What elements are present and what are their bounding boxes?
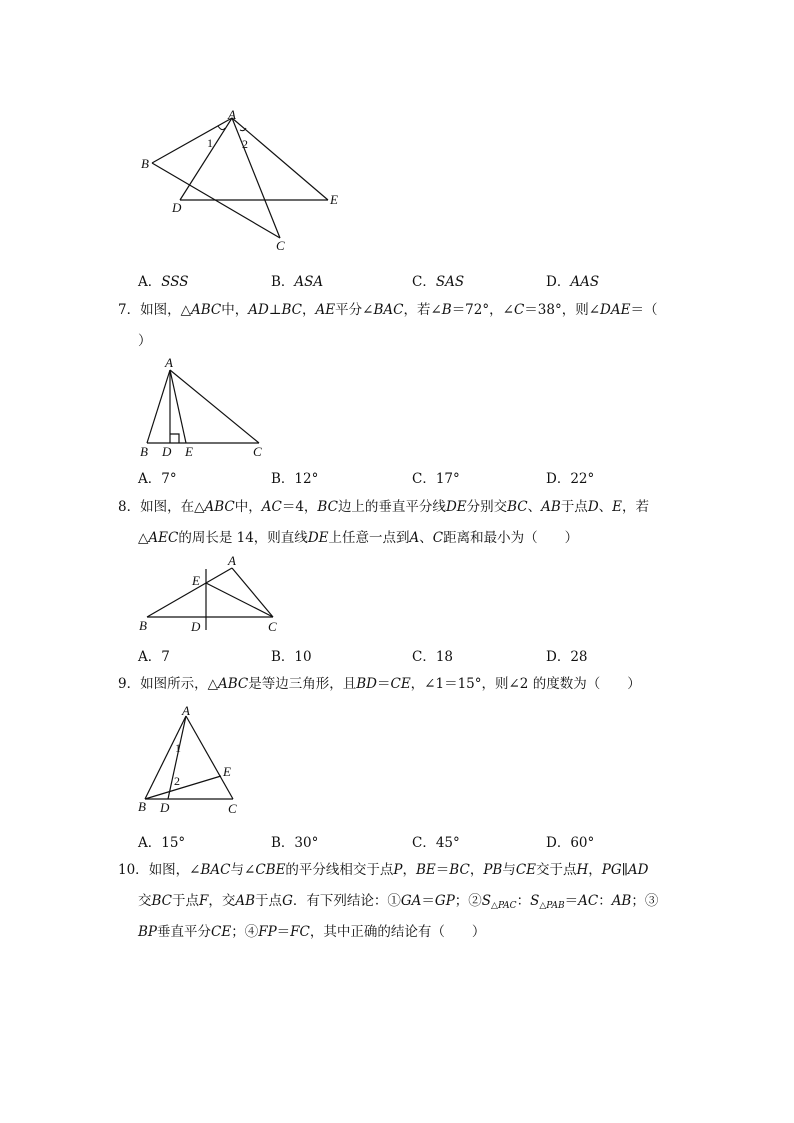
figure-q8-svg — [138, 553, 288, 638]
label-B: B — [140, 444, 148, 459]
figure-q8 — [138, 553, 288, 638]
figure-q9 — [136, 704, 246, 819]
figure-q6-svg — [138, 108, 358, 258]
label-E: E — [192, 573, 200, 588]
figure-q9-svg — [136, 704, 246, 819]
q10-line-2: 交BC于点F，交AB于点G．有下列结论：①GA＝GP；$②S_{\triangle PAC}$：$S_{\triangle PAB}=AC$：AB；③ — [138, 893, 659, 911]
q7-option-c[interactable]: C．17° — [412, 471, 460, 487]
q8-option-b[interactable]: B．10 — [271, 649, 312, 665]
label-A: A — [228, 107, 236, 122]
angle-label-1: 1 — [175, 741, 181, 755]
q9-line-1: 9．如图所示，△ABC是等边三角形，且BD＝CE，∠1＝15°，则∠2 的度数为（ ） — [118, 676, 641, 692]
label-E: E — [185, 444, 193, 459]
q9-options — [138, 831, 658, 851]
right-angle-mark — [170, 434, 179, 443]
segment-EC — [206, 583, 273, 617]
label-B: B — [138, 799, 146, 814]
segment-BE — [145, 776, 221, 799]
q8-option-a[interactable]: A．7 — [138, 649, 170, 665]
q10-line-1: 10．如图，∠BAC与∠CBE的平分线相交于点P，BE＝BC，PB与CE交于点H，PG∥AD — [118, 862, 649, 878]
label-D: D — [160, 800, 170, 815]
figure-q7-svg — [138, 356, 278, 461]
label-A: A — [165, 355, 173, 370]
label-E: E — [330, 192, 338, 207]
q6-option-c[interactable]: C．SAS — [412, 274, 465, 290]
label-C: C — [276, 238, 285, 253]
q7-option-a[interactable]: A．7° — [138, 471, 177, 487]
label-D: D — [172, 200, 182, 215]
segment-AC — [232, 118, 280, 238]
angle-label-2: 2 — [242, 137, 248, 151]
q9-option-a[interactable]: A．15° — [138, 835, 186, 851]
q6-option-d[interactable]: D．AAS — [546, 274, 600, 290]
q7-line-2: ） — [138, 333, 152, 349]
segment-AB — [147, 370, 170, 443]
q9-option-d[interactable]: D．60° — [546, 835, 595, 851]
angle-mark-2 — [240, 128, 246, 131]
label-A: A — [182, 703, 190, 718]
label-A: A — [228, 553, 236, 568]
angle-mark-1 — [218, 126, 225, 130]
q8-line-2: △AEC的周长是 14，则直线DE上任意一点到A、C距离和最小为（ ） — [138, 530, 579, 546]
q7-options — [138, 467, 658, 487]
segment-AE — [232, 118, 328, 200]
q10-line-3: BP垂直平分CE；④FP＝FC，其中正确的结论有（ ） — [138, 924, 486, 940]
q8-options — [138, 645, 658, 665]
label-C: C — [268, 619, 277, 634]
figure-q7 — [138, 356, 278, 461]
question-7 — [118, 295, 678, 357]
segment-BA — [147, 568, 232, 617]
q7-line-1: 7．如图，△ABC中，AD⊥BC，AE平分∠BAC，若∠B＝72°，∠C＝38°，则∠DAE＝（ — [118, 302, 658, 318]
label-E: E — [223, 764, 231, 779]
q7-option-d[interactable]: D．22° — [546, 471, 595, 487]
q8-line-1: 8．如图，在△ABC中，AC＝4，BC边上的垂直平分线DE分别交BC、AB于点D、E，若 — [118, 499, 649, 515]
q6-option-a[interactable]: A．SSS — [138, 274, 189, 290]
label-B: B — [141, 156, 149, 171]
q9-option-b[interactable]: B．30° — [271, 835, 319, 851]
q8-option-c[interactable]: C．18 — [412, 649, 454, 665]
segment-AB — [152, 118, 232, 163]
segment-AC — [232, 568, 273, 617]
q8-option-d[interactable]: D．28 — [546, 649, 588, 665]
angle-label-2: 2 — [174, 774, 180, 788]
question-10 — [118, 855, 678, 948]
q6-option-b[interactable]: B．ASA — [271, 274, 324, 290]
q6-options — [138, 270, 658, 290]
label-D: D — [162, 444, 172, 459]
q7-option-b[interactable]: B．12° — [271, 471, 319, 487]
question-9 — [118, 669, 678, 700]
label-C: C — [253, 444, 262, 459]
segment-AD — [180, 118, 232, 200]
q9-option-c[interactable]: C．45° — [412, 835, 460, 851]
segment-AC — [186, 716, 233, 799]
label-D: D — [191, 619, 201, 634]
question-8 — [118, 492, 678, 554]
label-B: B — [139, 618, 147, 633]
figure-q6 — [138, 108, 358, 258]
label-C: C — [228, 801, 237, 816]
angle-label-1: 1 — [207, 136, 213, 150]
